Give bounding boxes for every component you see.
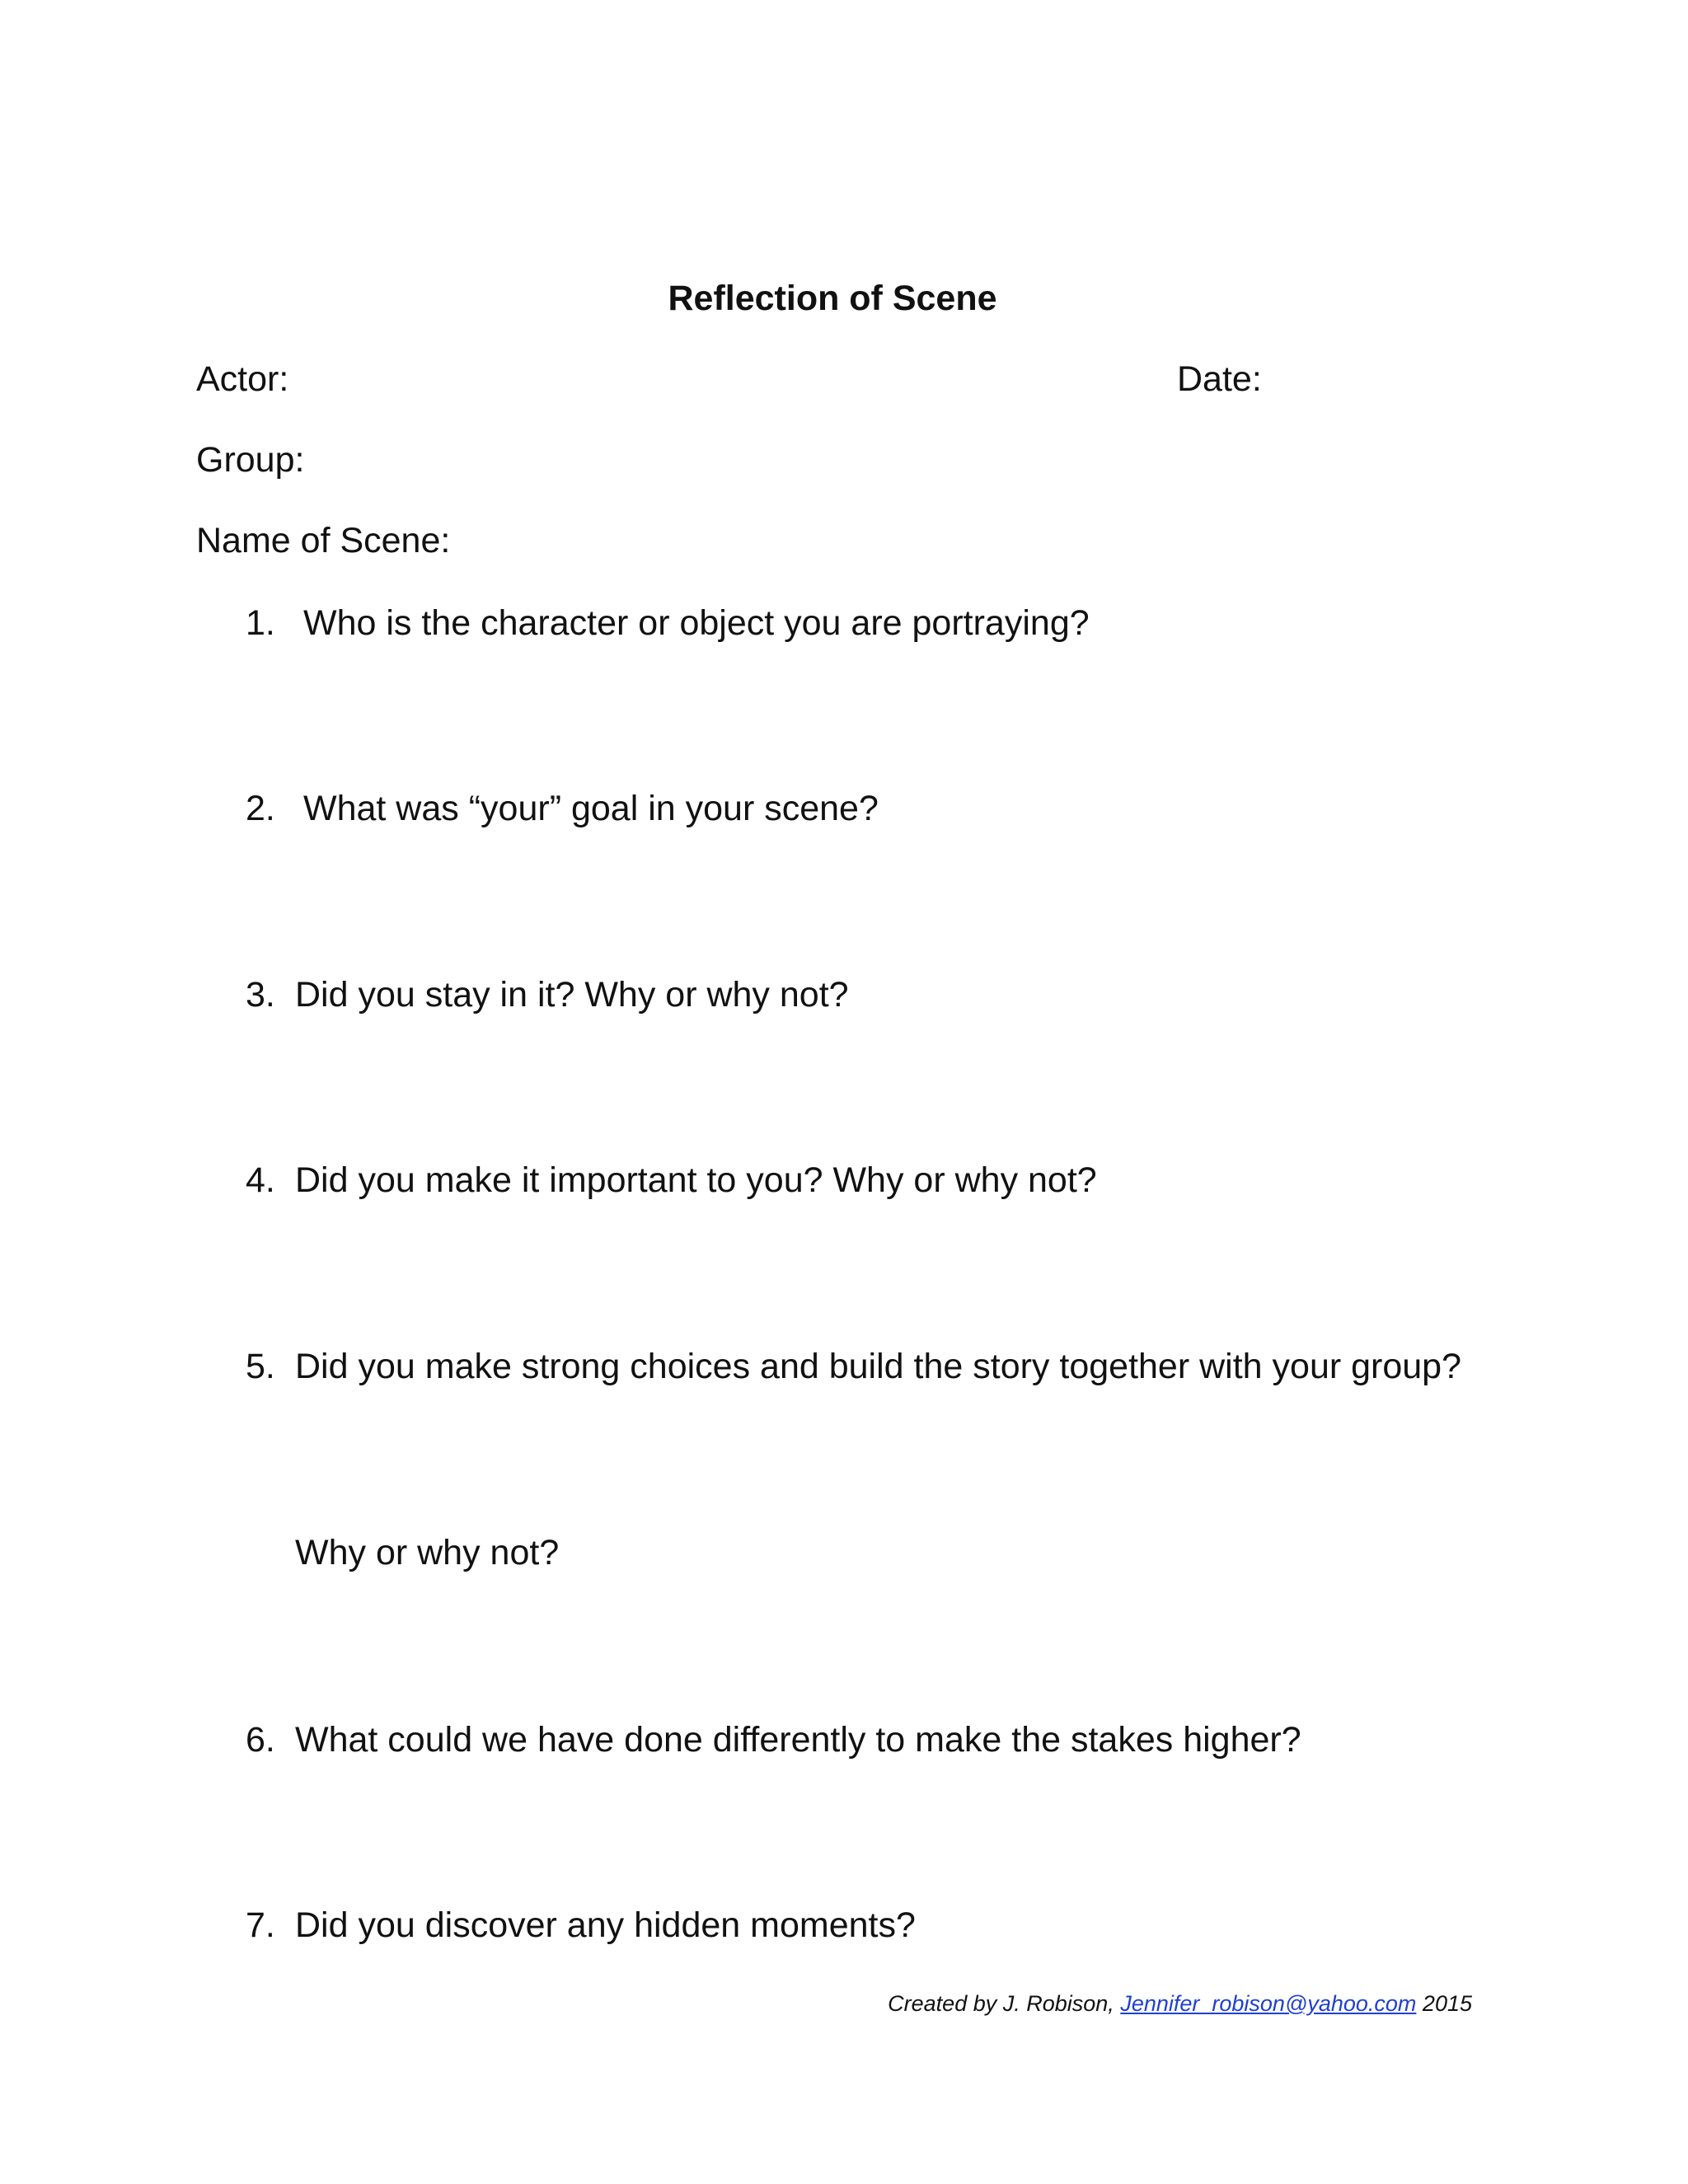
question-text: What was “your” goal in your scene? [303,789,879,828]
question-5 [246,1347,1461,1387]
actor-label: Actor: [196,359,289,399]
question-number: 3. [246,975,275,1015]
question-text: Did you make strong choices and build the story together with your group? [295,1347,1462,1386]
question-number: 2. [246,789,275,828]
scene-name-label: Name of Scene: [196,521,451,560]
question-number: 7. [246,1905,275,1945]
question-7 [246,1905,916,1946]
page-title: Reflection of Scene [668,279,997,318]
question-1 [246,603,1090,644]
question-2 [246,789,879,829]
group-label: Group: [196,440,305,480]
question-text: Did you stay in it? Why or why not? [295,975,849,1015]
date-label: Date: [1177,359,1262,399]
footer-email-link[interactable]: Jennifer_robison@yahoo.com [1120,1991,1417,2016]
question-text: Did you discover any hidden moments? [295,1905,916,1945]
question-text: What could we have done differently to make the stakes higher? [295,1720,1301,1760]
question-text: Who is the character or object you are portraying? [303,603,1090,643]
question-number: 1. [246,603,275,643]
question-number: 6. [246,1720,275,1760]
footer-year: 2015 [1416,1991,1472,2016]
question-text: Did you make it important to you? Why or why not? [295,1160,1097,1200]
footer-prefix: Created by J. Robison, [888,1991,1121,2016]
footer-credit [888,1991,1472,2017]
question-6 [246,1720,1301,1760]
question-3 [246,975,849,1015]
question-number: 4. [246,1160,275,1200]
question-4 [246,1160,1097,1201]
question-number: 5. [246,1347,275,1386]
question-5-continuation: Why or why not? [295,1533,560,1572]
